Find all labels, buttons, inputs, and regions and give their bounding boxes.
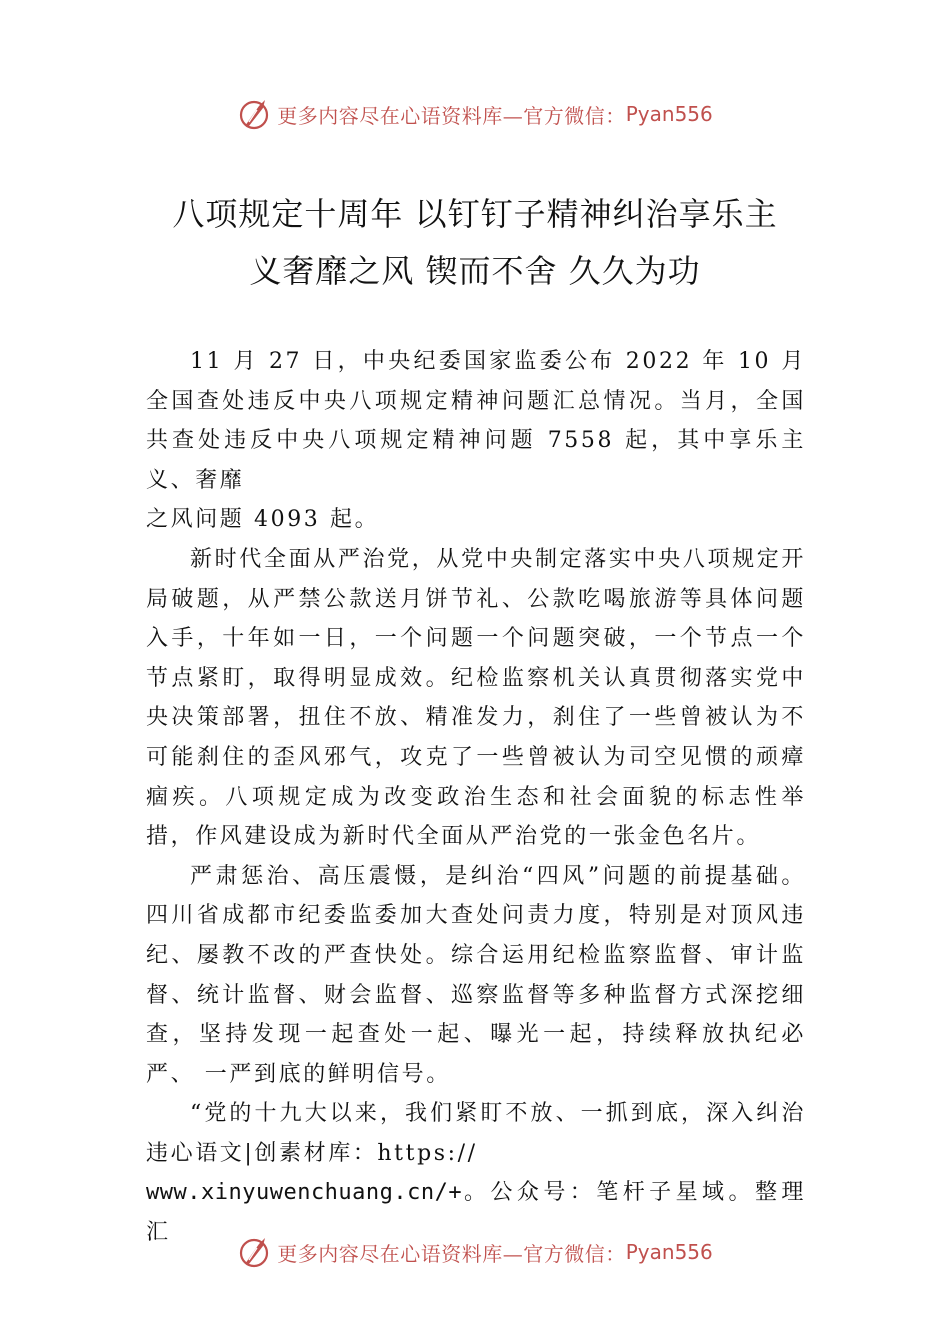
footer-banner	[0, 1232, 950, 1272]
header-banner	[0, 94, 950, 134]
paragraph-2: 新时代全面从严治党，从党中央制定落实中央八项规定开局破题，从严禁公款送月饼节礼、公款吃喝旅游等具体问题入手，十年如一日，一个问题一个问题突破，一个节点一个节点紧盯，取得明显成效。纪检监察机关认真贯彻落实党中央决策部署，扭住不放、精准发力，刹住了一些曾被认为不可能刹住的歪风邪气，攻克了一些曾被认为司空见惯的顽瘴痼疾。八项规定成为改变政治生态和社会面貌的标志性举措，作风建设成为新时代全面从严治党的一张金色名片。	[146, 546, 806, 850]
banner-wechat-id: Pyan556	[625, 1240, 713, 1264]
paragraph-1: 11 月 27 日，中央纪委国家监委公布 2022 年 10 月全国查处违反中央八项规定精神问题汇总情况。当月，全国共查处违反中央八项规定精神问题 7558 起，其中享乐主义、奢靡	[146, 349, 806, 493]
title-line-1: 八项规定十周年 以钉钉子精神纠治享乐主	[172, 195, 778, 233]
quill-logo-icon	[237, 96, 273, 132]
document-title	[130, 186, 820, 300]
banner-wechat-id: Pyan556	[625, 102, 713, 126]
paragraph-1-continuation: 之风问题 4093 起。	[146, 507, 380, 533]
title-line-2: 义奢靡之风 锲而不舍 久久为功	[249, 252, 701, 290]
source-url: www.xinyuwenchuang.cn/+	[146, 1180, 463, 1206]
paragraph-3: 严肃惩治、高压震慑，是纠治“四风”问题的前提基础。四川省成都市纪委监委加大查处问责力度，特别是对顶风违纪、屡教不改的严查快处。综合运用纪检监察监督、审计监督、统计监督、财会监督、巡察监督等多种监督方式深挖细查，坚持发现一起查处一起、曝光一起，持续释放执纪必严、 一严到底的鲜明信号。	[146, 863, 806, 1087]
banner-text: 更多内容尽在心语资料库—官方微信：	[277, 1241, 626, 1266]
banner-text: 更多内容尽在心语资料库—官方微信：	[277, 103, 626, 128]
paragraph-4: “党的十九大以来，我们紧盯不放、一抓到底，深入纠治违心语文|创素材库：https://	[146, 1101, 806, 1166]
document-body	[146, 342, 806, 1253]
quill-logo-icon	[237, 1234, 273, 1270]
paragraph-4-tail: 。公众号：笔杆子星域。整理汇	[146, 1180, 806, 1246]
